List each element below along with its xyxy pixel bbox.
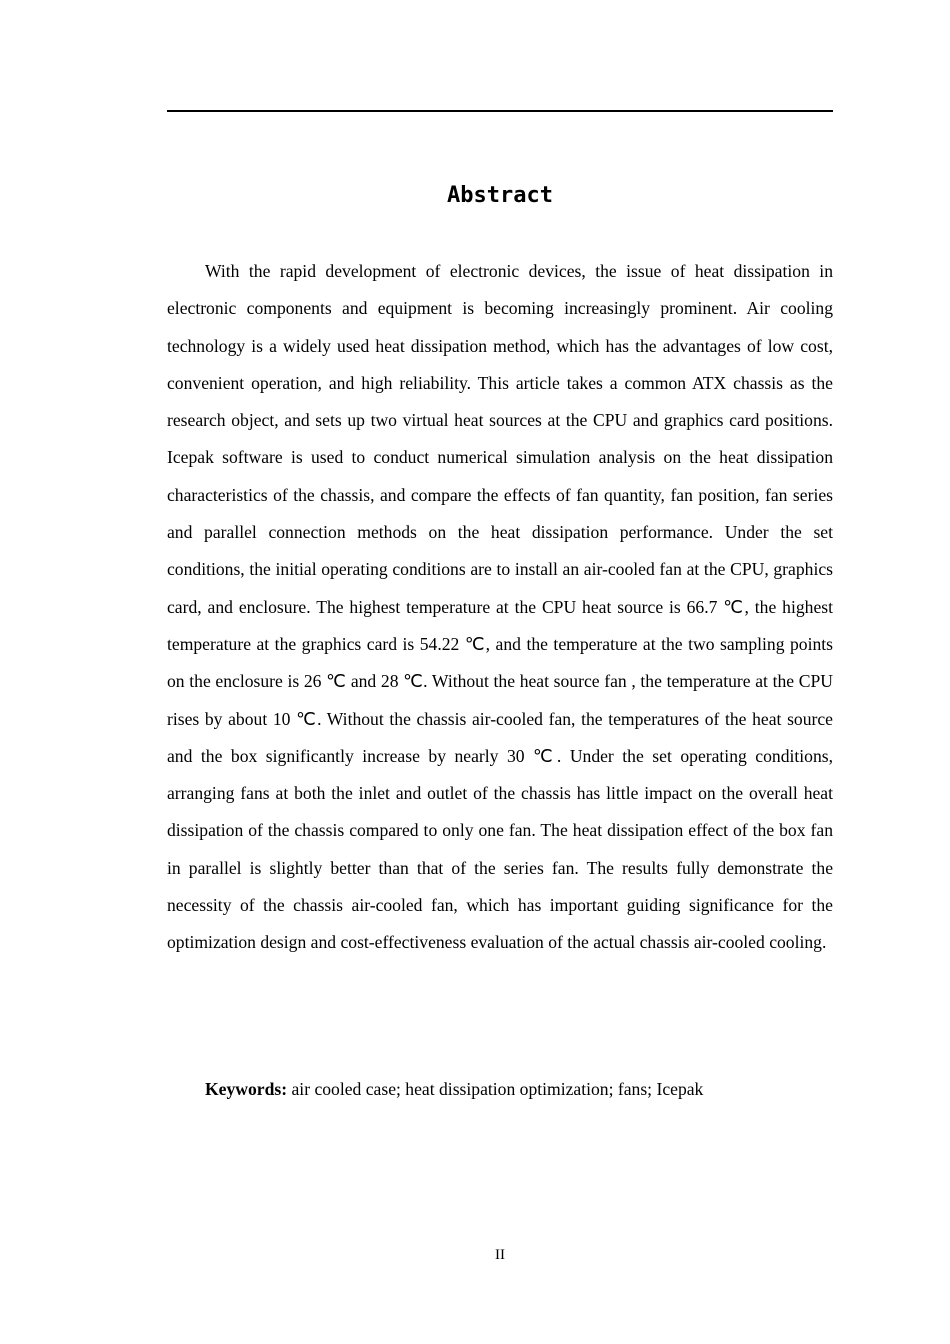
keywords-label: Keywords:	[205, 1079, 288, 1099]
keywords-line	[205, 1073, 833, 1105]
keywords-text: air cooled case; heat dissipation optimization; fans; Icepak	[291, 1079, 704, 1099]
abstract-body: With the rapid development of electronic devices, the issue of heat dissipation in electronic components and equipment is becoming increasingly prominent. Air cooling technology is a widely used heat dissipation method, which has the advantages of low cost, convenient operation, and high reliability. This article takes a common ATX chassis as the research object, and sets up two virtual heat sources at the CPU and graphics card positions. Icepak software is used to conduct numerical simulation analysis on the heat dissipation characteristics of the chassis, and compare the effects of fan quantity, fan position, fan series and parallel connection methods on the heat dissipation performance. Under the set conditions, the initial operating conditions are to install an air-cooled fan at the CPU, graphics card, and enclosure. The highest temperature at the CPU heat source is 66.7 ℃, the highest temperature at the graphics card is 54.22 ℃, and the temperature at the two sampling points on the enclosure is 26 ℃ and 28 ℃. Without the heat source fan , the temperature at the CPU rises by about 10 ℃. Without the chassis air-cooled fan, the temperatures of the heat source and the box significantly increase by nearly 30 ℃. Under the set operating conditions, arranging fans at both the inlet and outlet of the chassis has little impact on the overall heat dissipation of the chassis compared to only one fan. The heat dissipation effect of the box fan in parallel is slightly better than that of the series fan. The results fully demonstrate the necessity of the chassis air-cooled fan, which has important guiding significance for the optimization design and cost-effectiveness evaluation of the actual chassis air-cooled cooling.	[167, 261, 833, 953]
header-rule	[167, 110, 833, 112]
page-number: II	[495, 1247, 505, 1263]
page-title: Abstract	[447, 183, 553, 208]
